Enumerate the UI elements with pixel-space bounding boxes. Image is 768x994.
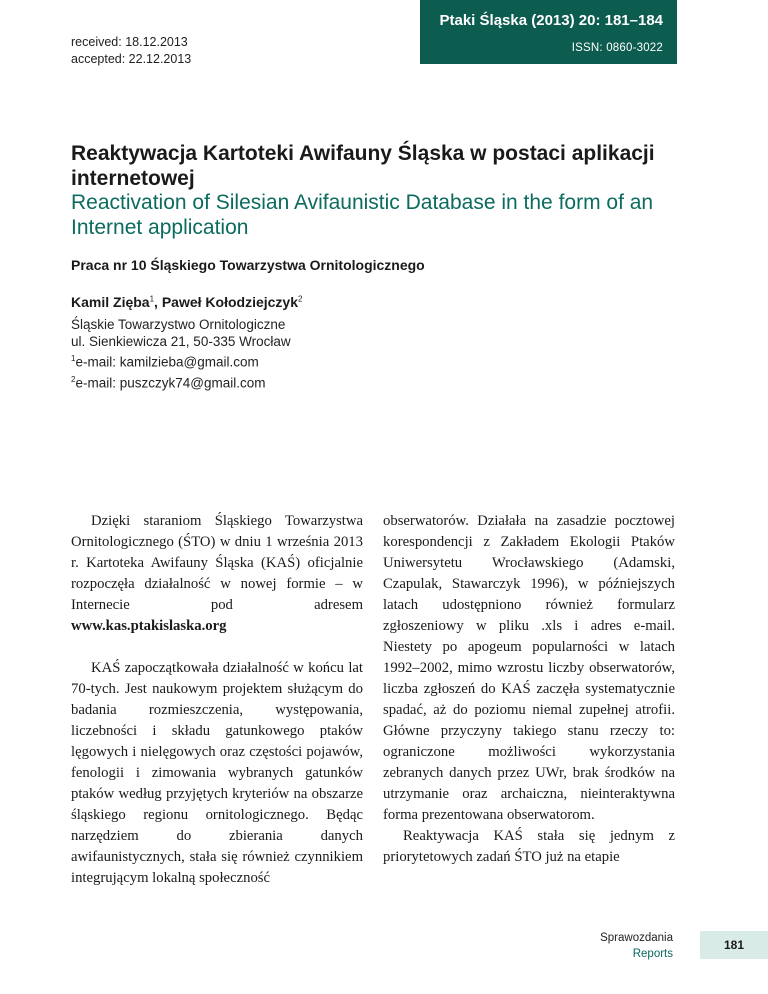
journal-citation: Ptaki Śląska (2013) 20: 181–184 <box>439 12 663 29</box>
email-2-mark: 2 <box>71 374 76 384</box>
section-label-english: Reports <box>632 948 673 960</box>
author-1-affil-mark: 1 <box>149 294 155 304</box>
page-number: 181 <box>700 931 768 959</box>
author-list <box>71 294 302 310</box>
email-line-1 <box>71 350 291 371</box>
body-column-right <box>383 511 675 868</box>
paragraph-intro-text: Dzięki staraniom Śląskiego Towarzystwa Ornitologicznego (ŚTO) w dniu 1 września 2013 r. Kartoteka Awifauny Śląska (KAŚ) oficjalnie rozpoczęła działalność w nowej formie – w Internecie pod adresem <box>71 513 363 613</box>
journal-header <box>420 0 677 64</box>
email-1-mark: 1 <box>71 354 76 363</box>
affiliation-address: ul. Sienkiewicza 21, 50-335 Wrocław <box>71 334 291 349</box>
author-2-name: Paweł Kołodziejczyk <box>161 294 298 310</box>
email-2: e-mail: puszczyk74@gmail.com <box>75 375 266 390</box>
email-line-2 <box>71 371 291 392</box>
article-title-polish: Reaktywacja Kartoteki Awifauny Śląska w postaci aplikacji internetowej <box>71 142 655 190</box>
paragraph-reactivation: Reaktywacja KAŚ stała się jednym z priorytetowych zadań ŚTO już na etapie <box>383 828 675 865</box>
section-label-polish: Sprawozdania <box>600 932 673 944</box>
article-title-english: Reactivation of Silesian Avifaunistic Database in the form of an Internet application <box>71 191 654 239</box>
paragraph-history: KAŚ zapoczątkowała działalność w końcu lat 70-tych. Jest naukowym projektem służącym do badania rozmieszczenia, występowania, liczebności i składu gatunkowego ptaków lęgowych i nielęgowych oraz częstości pojawów, fenologii i zimowania wybranych gatunków ptaków według przyjętych kryteriów na obszarze śląskiego regionu ornitologicznego. Będąc narzędziem do zbierania danych awifaunistycznych, stała się również czynnikiem integrującym lokalną społeczność <box>71 660 363 886</box>
received-dates <box>71 34 191 68</box>
affiliation-block <box>71 316 291 391</box>
project-url[interactable]: www.kas.ptakislaska.org <box>71 618 227 634</box>
journal-issn: ISSN: 0860-3022 <box>571 42 663 54</box>
section-label <box>600 930 673 962</box>
body-column-left <box>71 511 363 889</box>
article-series: Praca nr 10 Śląskiego Towarzystwa Ornitologicznego <box>71 257 425 273</box>
accepted-date: accepted: 22.12.2013 <box>71 52 192 66</box>
email-1: e-mail: kamilzieba@gmail.com <box>75 354 259 370</box>
author-separator: , <box>154 294 162 310</box>
received-date: received: 18.12.2013 <box>71 35 188 49</box>
paragraph-intro <box>71 511 363 637</box>
author-1-name: Kamil Zięba <box>71 294 150 310</box>
paragraph-history-continued: obserwatorów. Działała na zasadzie pocztowej korespondencji z Zakładem Ekologii Ptaków Uniwersytetu Wrocławskiego (Adamski, Czapulak, Stawarczyk 1996), w późniejszych latach udostępniono również formularz zgłoszeniowy w pliku .xls i adres e-mail. Niestety po apogeum popularności w latach 1992–2002, mimo wzrostu liczby obserwatorów, liczba zgłoszeń do KAŚ zaczęła systematycznie spadać, aż do poziomu niemal zupełnej atrofii. Główne przyczyny takiego stanu rzeczy to: ograniczone możliwości wykorzystania zebranych danych przez UWr, brak środków na utrzymanie oraz archaiczna, nieinteraktywna forma prezentowana obserwatorom. <box>383 513 675 823</box>
author-2-affil-mark: 2 <box>298 294 303 304</box>
affiliation-org: Śląskie Towarzystwo Ornitologiczne <box>71 317 286 332</box>
